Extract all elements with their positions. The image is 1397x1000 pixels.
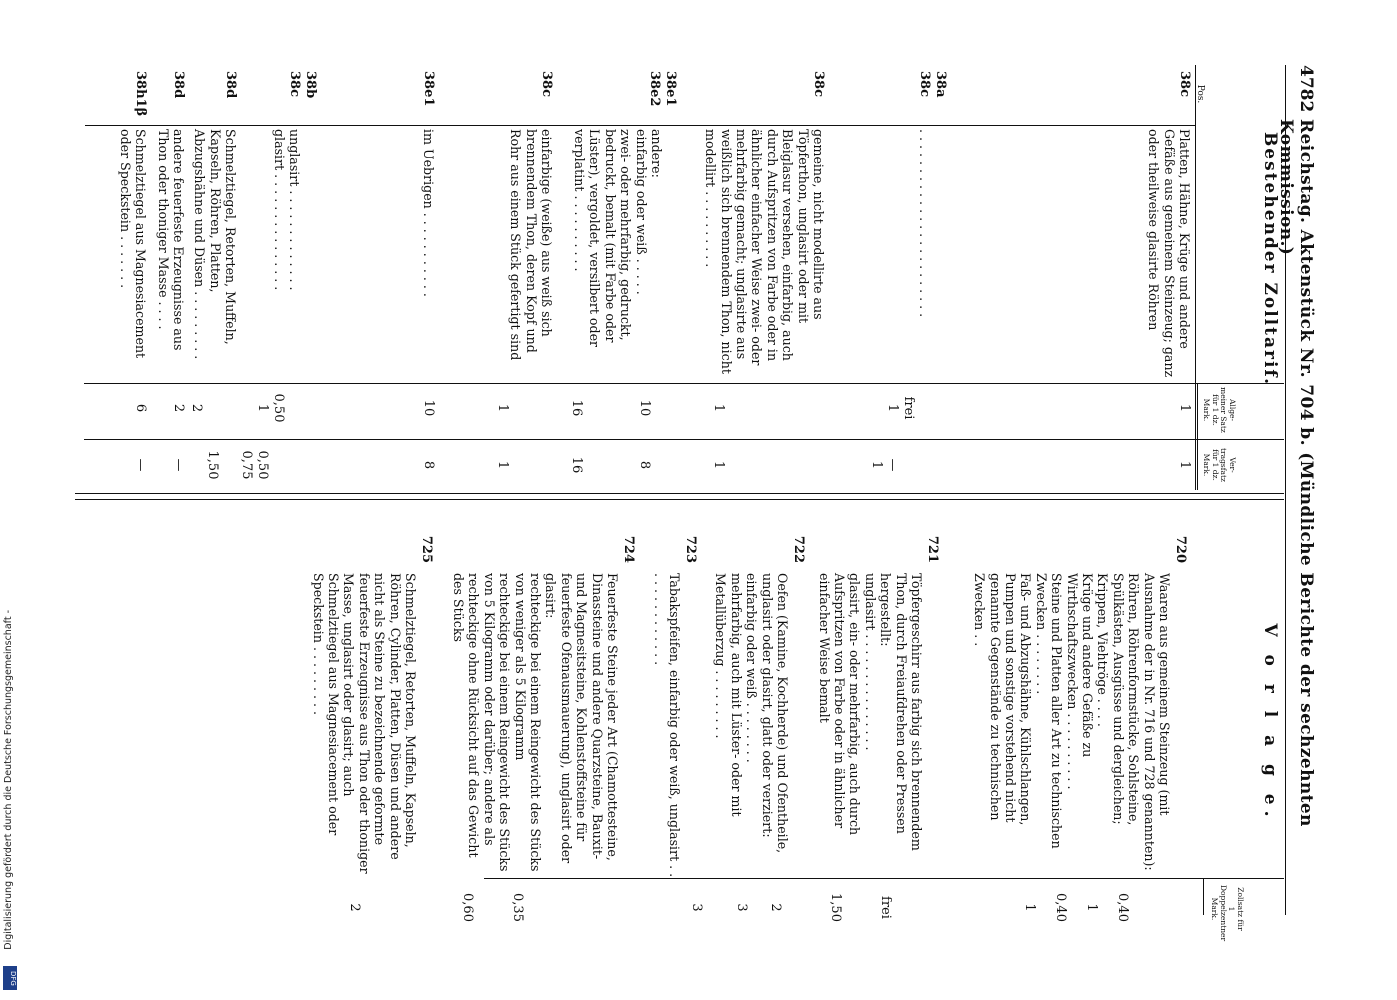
page-title: Reichstag. Aktenstück Nr. 704 b. (Mündliche Berichte der sechzehnten Kommission.) xyxy=(1276,119,1316,827)
left-row-pos: 38d xyxy=(171,71,186,99)
right-row-zollsatz: frei 1,50 xyxy=(828,893,893,922)
right-row-pos: 721 xyxy=(925,535,940,563)
left-col-rule-2 xyxy=(1197,383,1198,490)
left-row-allgemeiner: 10 16 xyxy=(569,399,652,417)
left-row-vertrag: 8 xyxy=(421,460,436,470)
left-row-vertrag: — xyxy=(133,458,148,472)
left-row-vertrag: 1 xyxy=(711,460,726,470)
col-vertrag-header: Ver-tragsfatz für 1 dz. Mark. xyxy=(1202,448,1237,482)
scan-credit xyxy=(0,0,26,1000)
left-row-desc: Schmelztiegel aus Magnesiacement oder Speckstein . . . . . . . xyxy=(117,129,148,359)
right-row-pos: 722 xyxy=(791,535,806,563)
right-row-desc: Feuerfeste Steine jeder Art (Chamottesteine, Dinassteine und andere Quarzsteine, Bauxit- und Magnesitsteine, Kohlenstoffsteine für feuerfeste Ofenausmauerung), unglasirt oder glasirt: rechteckige bei einem Reingewicht des Stücks von weniger als 5 Kilogramm rechteckige bei einem Reingewicht des Stücks von 5 Kilogramm oder darüber; andere als rechteckige ohne Rücksicht auf das Gewicht des Stücks xyxy=(450,573,620,872)
page-number: 4782 xyxy=(1296,65,1316,113)
right-row-desc: Tabakspfeifen, einfarbig oder weiß, unglasirt . . . . . . . . . . . . . . xyxy=(651,573,682,878)
rotated-page xyxy=(75,65,1320,942)
page-header xyxy=(1276,65,1320,915)
left-section xyxy=(75,65,1284,490)
left-row-desc: unglasirt . . . . . . . . . . . . . glasirt . . . . . . . . . . . . . . . xyxy=(271,129,302,291)
right-row-desc: Töpfergeschirr aus farbig sich brennendem Thon, durch Freiaufdrehen oder Pressen hergestellt: unglasirt . . . . . . . . . . . . . . . glasirt, ein- oder mehrfarbig, auch durch Aufspritzen von Farbe oder in ähnlicher einfacher Weise bemalt xyxy=(816,573,924,851)
left-row-pos: 38a 38c xyxy=(917,71,948,98)
left-row-allgemeiner: frei 1 xyxy=(885,396,916,420)
right-row-zollsatz: 2 3 xyxy=(734,903,783,912)
left-row-vertrag: 1 xyxy=(495,460,510,470)
right-row xyxy=(650,503,714,915)
right-row-desc: Oefen (Kamine, Kochherde) und Ofentheile, unglasirt oder glasirt, glatt oder verziert: einfarbig oder weiß . . . . . . . . mehrfarbig, auch mit Lüster- oder mit Metallüberzug . . . . . . . . . xyxy=(713,573,790,854)
left-row-pos: 38c xyxy=(1177,71,1192,98)
right-heading: V o r l a g e. xyxy=(1260,623,1280,823)
right-row xyxy=(972,503,1204,922)
right-row-desc: Schmelztiegel, Retorten, Muffeln, Kapseln, Röhren, Cylinder, Platten, Düsen und andere nicht als Steine zu bezeichnende geformte feuerfeste Erzeugnisse aus Thon oder thoniger Masse, unglasirt oder glasirt; auch Schmelztiegel aus Magnesiacement oder Speckstein . . . . . . . . . xyxy=(310,573,418,874)
left-row-pos: 38c xyxy=(811,71,826,98)
left-row-allgemeiner: 2 xyxy=(189,403,204,413)
left-heading: Bestehender Zolltarif. xyxy=(1260,131,1280,387)
left-row-pos: 38b 38c xyxy=(287,71,318,99)
right-row-zollsatz: 2 xyxy=(347,903,362,912)
left-row-allgemeiner: 10 xyxy=(421,399,436,417)
left-row-desc: andere: einfarbig oder weiß . . . . . zwei- oder mehrfarbig, gedruckt, bedruckt, bemalt (mit Farbe oder Lüster), vergoldet, versilbert oder verplatint . . . . . . . . . . xyxy=(571,129,664,348)
right-section xyxy=(75,503,1284,942)
col-pos-header: Pos. xyxy=(1195,84,1205,104)
left-row-allgemeiner: 1 xyxy=(711,403,726,413)
right-row-pos: 723 xyxy=(683,535,698,563)
left-row-allgemeiner: 0,50 1 xyxy=(255,393,286,423)
left-row-pos: 38e1 xyxy=(421,71,436,107)
left-row-pos: 38e1 38e2 xyxy=(647,71,678,107)
left-row-allgemeiner: 1 xyxy=(1177,403,1192,413)
left-row-vertrag: 1 xyxy=(1177,460,1192,470)
right-row xyxy=(713,503,822,915)
left-row-vertrag: — 1 xyxy=(869,458,900,472)
left-row-vertrag: — xyxy=(171,458,186,472)
right-row-zollsatz: 3 xyxy=(689,903,704,912)
right-row-desc: Waaren aus gemeinem Steinzeug (mit Ausnahme der in Nr. 716 und 728 genannten): Röhren, Röhrenformstücke, Sohlsteine, Spülkästen, Ausgüsse und dergleichen; Krippen, Viehtröge . . . . Krüge und andere Gefäße zu Wirthschaftszwecken . . . . . . . . . . Steine und Platten aller Art zu technischen Zwecken . . . . . . . . Faß- und Abzugshähne, Kühlschlangen, Pumpen und sonstige vorstehend nicht genannte Gegenstände zu technischen Zwecken . . xyxy=(972,573,1172,871)
left-row-pos: 38h1β xyxy=(133,71,148,117)
left-row-allgemeiner: 1 xyxy=(495,403,510,413)
left-row-vertrag: 8 16 xyxy=(569,456,652,474)
right-row-zollsatz: 0,35 0,60 xyxy=(460,893,525,922)
right-row xyxy=(310,503,450,915)
right-row xyxy=(816,503,956,922)
left-row-desc: gemeine, nicht modellirte aus Töpferthon, unglasirt oder mit Bleiglasur versehen, einfarbig, auch durch Aufspritzen von Farbe oder in ähnlicher einfacher Weise zwei- oder mehrfarbig gemacht; unglasirte aus weißlich sich brennendem Thon, nicht modellirt . . . . . . . . . . xyxy=(703,129,826,374)
left-row-desc: im Uebrigen . . . . . . . . . . . xyxy=(421,129,436,297)
left-row-desc: . . . . . . . . . . . . . . . . . . . . . . . . xyxy=(917,129,932,318)
center-double-rule xyxy=(75,493,1284,500)
right-row-pos: 720 xyxy=(1173,535,1188,563)
left-row-vertrag: 1,50 xyxy=(205,450,220,480)
left-row-desc: andere feuerfeste Erzeugnisse aus Thon oder thoniger Masse . . . . xyxy=(155,129,186,351)
left-row-desc: Platten, Hähne, Krüge und andere Gefäße aus gemeinem Steinzeug; ganz oder theilweise glasirte Röhren xyxy=(1146,129,1192,378)
left-row-pos: 38c xyxy=(539,71,554,98)
left-row-desc: Schmelztiegel, Retorten, Muffeln, Kapseln, Röhren, Platten, Abzugshähne und Düsen . . . . . . . . . xyxy=(192,129,238,360)
left-row xyxy=(869,65,964,490)
col-allgemeiner-header: Allge-meiner Satz für 1 dz. Mark. xyxy=(1202,387,1237,433)
col-zollsatz-header: Zollsatz für 1 Doppelzentner Mark. xyxy=(1210,885,1245,942)
right-row-pos: 724 xyxy=(621,535,636,563)
right-row-zollsatz: 0,40 1 0,40 1 xyxy=(1022,893,1130,922)
right-row xyxy=(450,503,652,922)
header-rule xyxy=(1285,65,1286,915)
left-row-desc: einfarbige (weiße) aus weiß sich brennendem Thon, deren Kopf und Rohr aus einem Stück gefertigt sind xyxy=(508,129,554,361)
left-row xyxy=(239,65,334,490)
left-row-allgemeiner: 2 xyxy=(171,403,186,413)
right-row-pos: 725 xyxy=(419,535,434,563)
left-row-vertrag: 0,50 0,75 xyxy=(239,450,270,480)
left-row-pos: 38d xyxy=(223,71,238,99)
credit-text: Digitalisierung gefördert durch die Deutsche Forschungsgemeinschaft - xyxy=(3,610,14,950)
left-row xyxy=(569,65,696,490)
left-row-allgemeiner: 6 xyxy=(133,403,148,413)
dfg-logo: DFG xyxy=(3,966,17,990)
left-col-rule xyxy=(1195,65,1196,490)
